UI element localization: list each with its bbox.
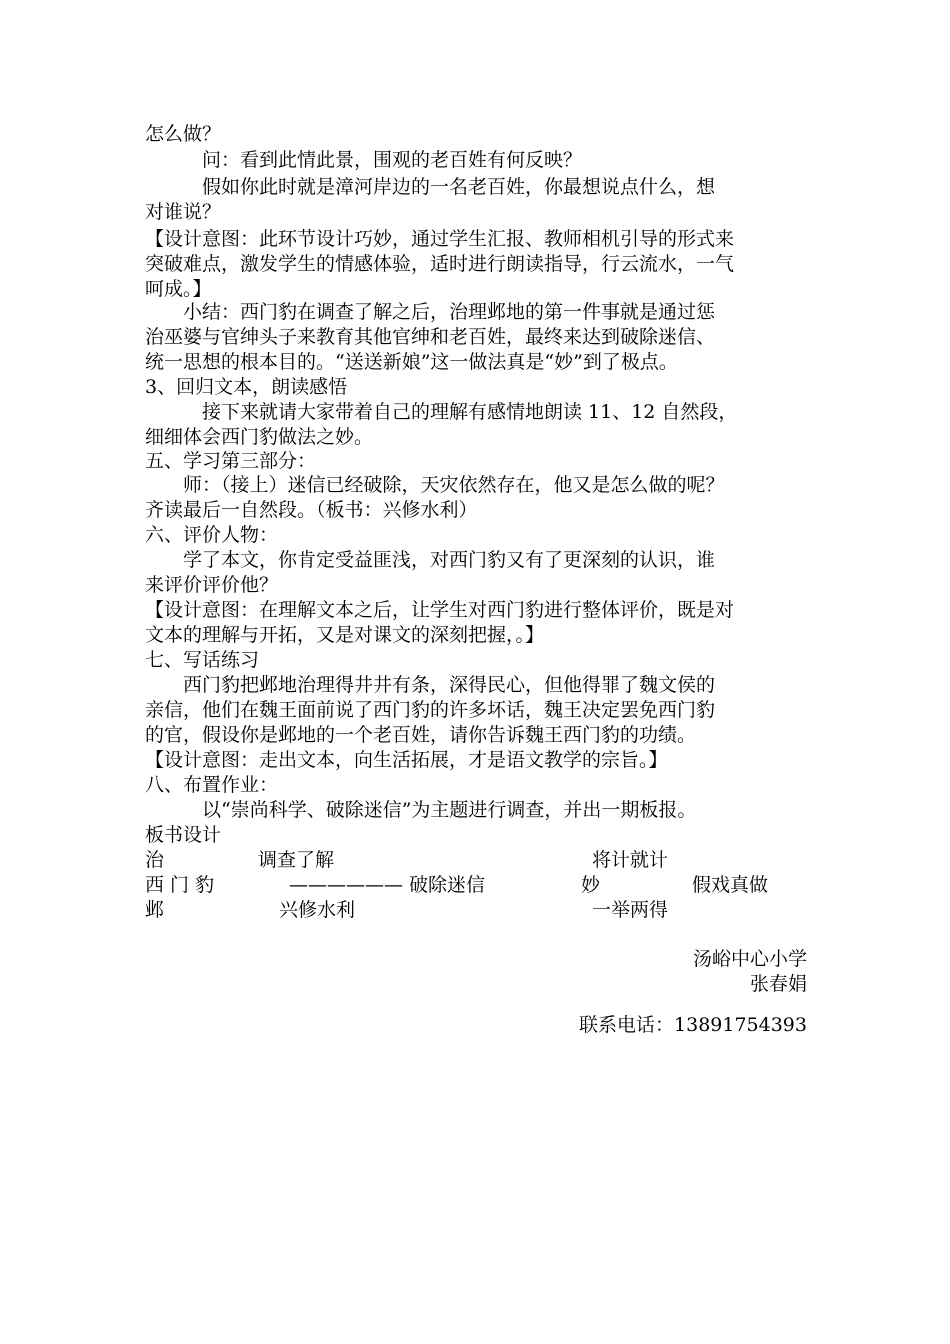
text-line: 齐读最后一自然段。（板书：兴修水利） — [145, 499, 478, 521]
design-intent-line: 【设计意图：走出文本，向生活拓展，才是语文教学的宗旨。】 — [145, 749, 668, 771]
text-line: 以“崇尚科学、破除迷信”为主题进行调查，并出一期板报。 — [145, 799, 697, 821]
text-line: 怎么做？ — [145, 123, 222, 145]
text-line: 的官，假设你是邺地的一个老百姓，请你告诉魏王西门豹的功绩。 — [145, 724, 697, 746]
school-name: 汤峪中心小学 — [692, 948, 807, 970]
design-intent-line: 突破难点，激发学生的情感体验，适时进行朗读指导，行云流水，一气 — [145, 253, 735, 275]
section-heading: 板书设计 — [145, 824, 222, 846]
text-line: 问：看到此情此景，围观的老百姓有何反映？ — [145, 149, 583, 171]
board-cell: 妙 — [581, 874, 601, 896]
design-intent-line: 呵成。】 — [145, 278, 212, 300]
text-line: 西门豹把邺地治理得井井有条，深得民心，但他得罪了魏文侯的 — [145, 674, 716, 696]
author-name: 张春娟 — [749, 973, 807, 995]
section-heading: 八、布置作业： — [145, 774, 279, 796]
design-intent-line: 文本的理解与开拓，又是对课文的深刻把握，。】 — [145, 624, 545, 646]
text-line: 学了本文，你肯定受益匪浅，对西门豹又有了更深刻的认识，谁 — [145, 549, 716, 571]
section-heading: 3、回归文本，朗读感悟 — [145, 376, 348, 398]
text-line: 假如你此时就是漳河岸边的一名老百姓，你最想说点什么，想 — [145, 176, 716, 198]
board-cell: 一举两得 — [592, 899, 669, 921]
text-line: 来评价评价他？ — [145, 574, 279, 596]
section-heading: 五、学习第三部分： — [145, 450, 317, 472]
text-line: 治巫婆与官绅头子来教育其他官绅和老百姓，最终来达到破除迷信、 — [145, 326, 716, 348]
board-cell: 将计就计 — [592, 849, 669, 871]
board-cell: 假戏真做 — [692, 874, 769, 896]
text-line: 对谁说？ — [145, 201, 222, 223]
board-cell: 兴修水利 — [279, 899, 356, 921]
section-heading: 七、写话练习 — [145, 649, 260, 671]
design-intent-line: 【设计意图：在理解文本之后，让学生对西门豹进行整体评价，既是对 — [145, 599, 735, 621]
section-heading: 六、评价人物： — [145, 524, 279, 546]
text-line: 统一思想的根本目的。“送送新娘”这一做法真是“妙”到了极点。 — [145, 351, 678, 373]
board-cell: —————— 破除迷信 — [289, 874, 486, 896]
text-line: 师：（接上）迷信已经破除，天灾依然存在，他又是怎么做的呢？ — [145, 474, 725, 496]
text-line: 亲信，他们在魏王面前说了西门豹的许多坏话，魏王决定罢免西门豹 — [145, 699, 716, 721]
design-intent-line: 【设计意图：此环节设计巧妙，通过学生汇报、教师相机引导的形式来 — [145, 228, 735, 250]
board-cell: 调查了解 — [258, 849, 335, 871]
board-cell: 西 门 豹 — [145, 874, 215, 896]
board-cell: 治 — [145, 849, 165, 871]
text-line: 小结：西门豹在调查了解之后，治理邺地的第一件事就是通过惩 — [145, 301, 716, 323]
board-cell: 邺 — [145, 899, 165, 921]
contact-phone: 联系电话：13891754393 — [579, 1014, 807, 1036]
text-line: 接下来就请大家带着自己的理解有感情地朗读 11、12 自然段， — [145, 401, 738, 423]
text-line: 细细体会西门豹做法之妙。 — [145, 426, 374, 448]
